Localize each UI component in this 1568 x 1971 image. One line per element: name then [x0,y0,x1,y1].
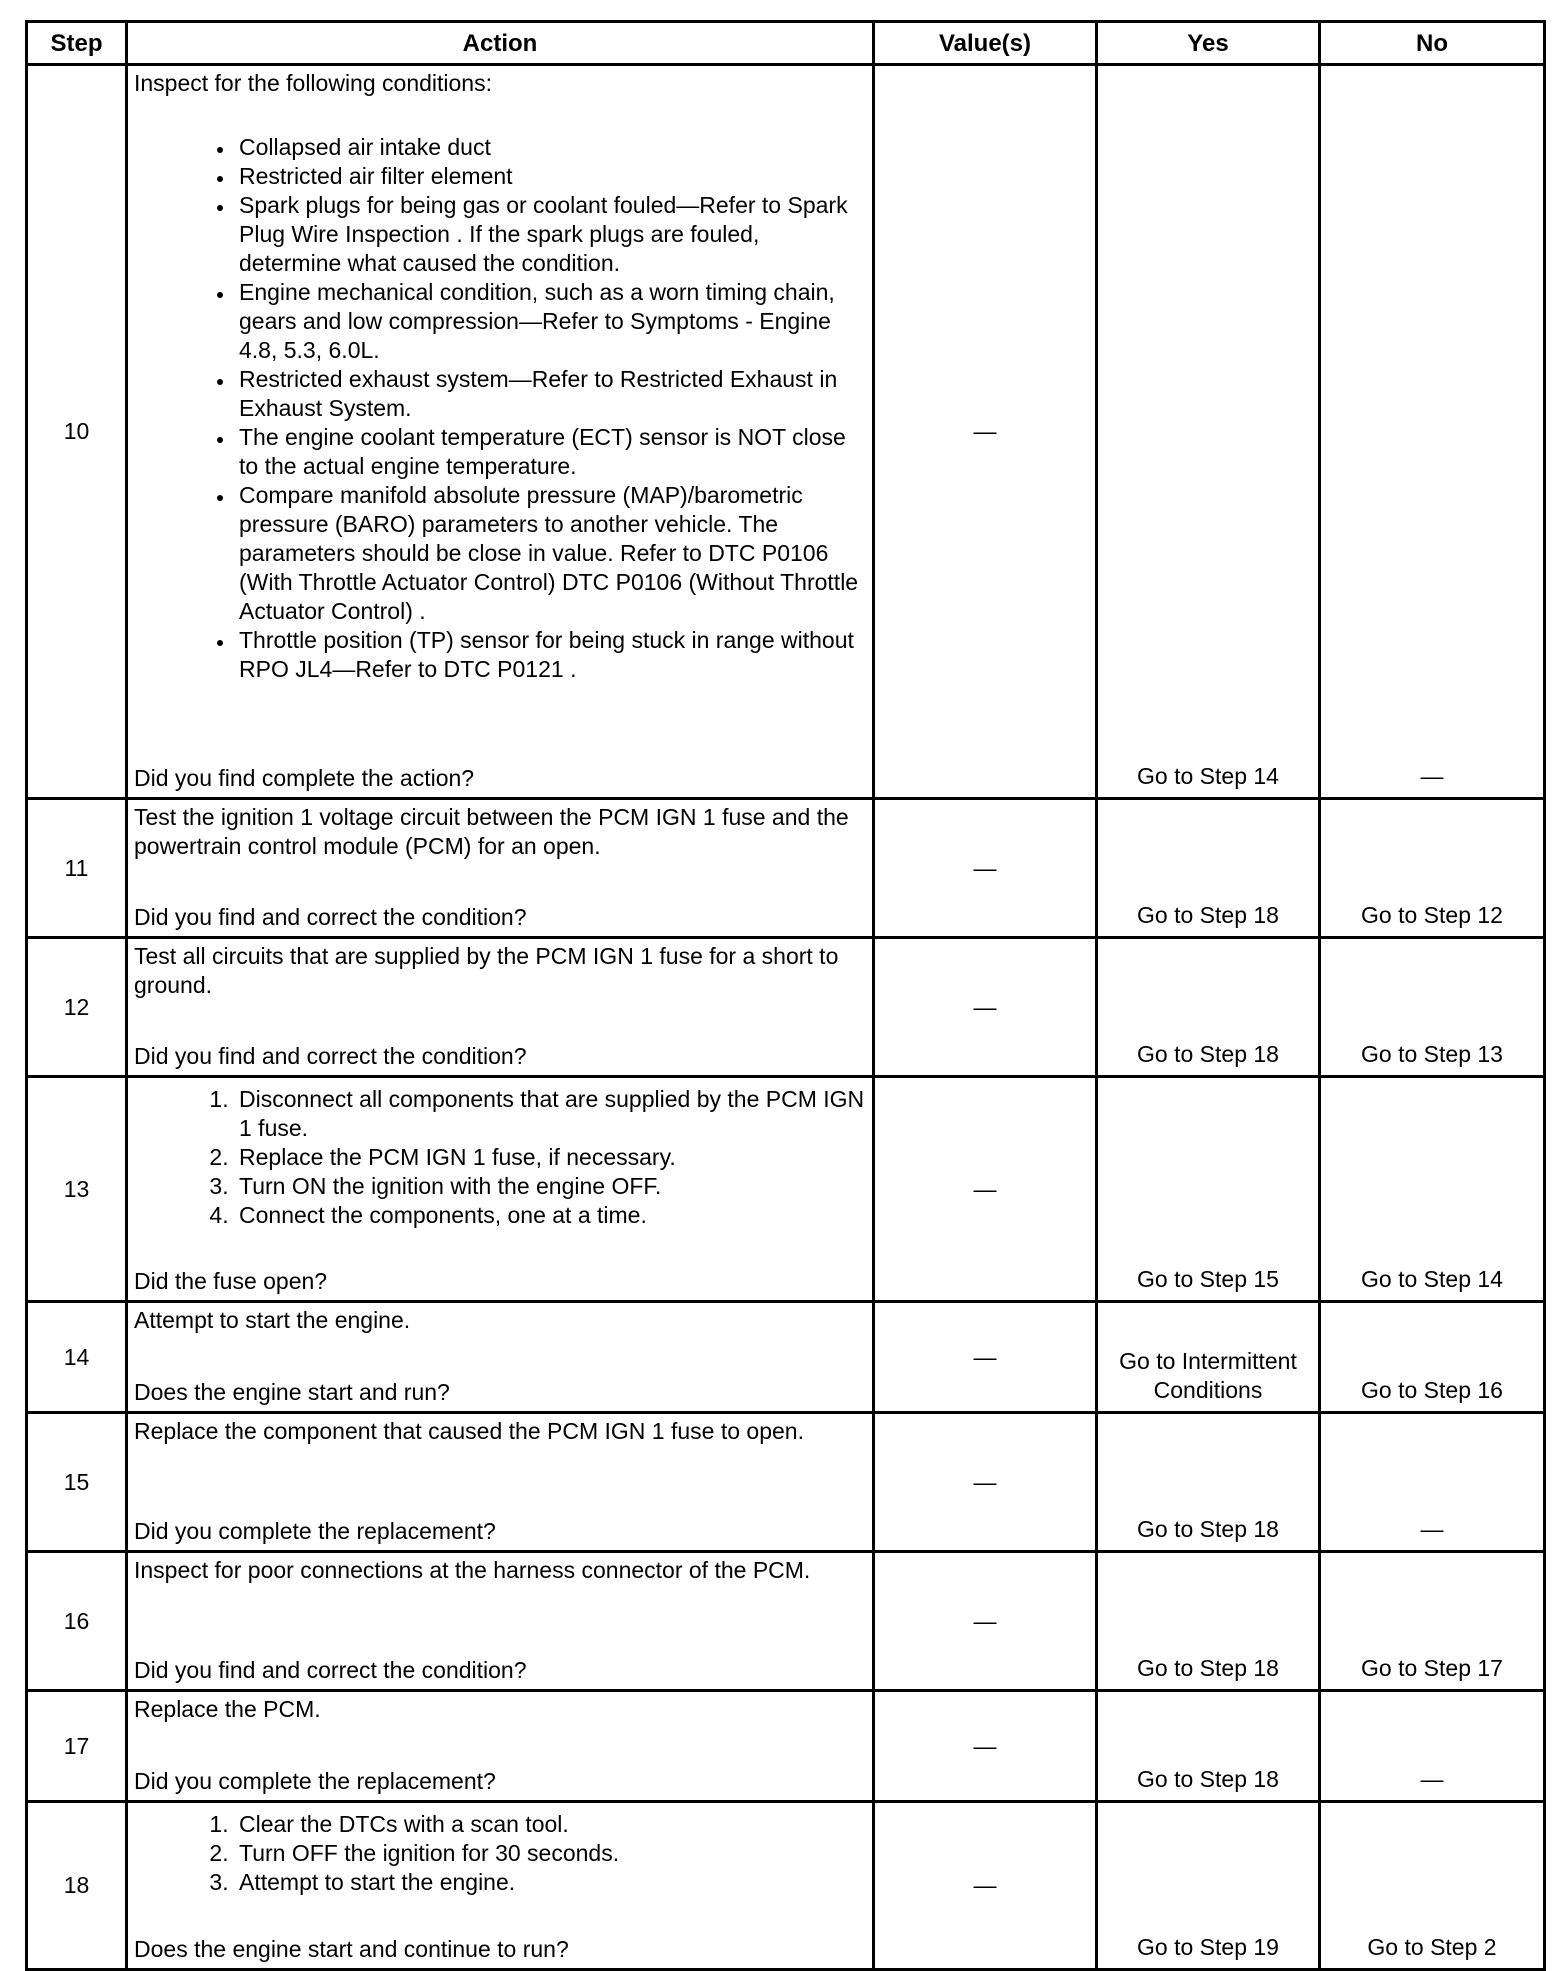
action-cell [127,1413,874,1552]
value-cell: — [874,1302,1097,1413]
value-cell: — [874,1552,1097,1691]
table-row-step-15 [27,1413,1545,1552]
action-cell [127,1691,874,1802]
value-cell: — [874,799,1097,938]
procedure-list [134,1085,866,1230]
list-item: • Restricted exhaust system—Refer to Restricted Exhaust in Exhaust System. [235,365,866,423]
step-number: 17 [27,1691,127,1802]
no-cell: Go to Step 13 [1320,938,1545,1077]
value-cell: — [874,1802,1097,1970]
action-question: Did you complete the replacement? [134,1518,496,1544]
yes-cell: Go to Intermittent Conditions [1097,1302,1320,1413]
header-no: No [1320,22,1545,65]
action-cell [127,799,874,938]
table-row-step-12 [27,938,1545,1077]
list-item: • Throttle position (TP) sensor for being stuck in range without RPO JL4—Refer to DTC P0121 . [235,626,866,684]
no-cell: Go to Step 16 [1320,1302,1545,1413]
action-intro: Attempt to start the engine. [134,1307,411,1333]
table-row-step-18 [27,1802,1545,1970]
action-intro: Inspect for poor connections at the harness connector of the PCM. [134,1557,811,1583]
list-item: 1. Disconnect all components that are supplied by the PCM IGN 1 fuse. [235,1085,866,1143]
action-question: Did the fuse open? [134,1268,328,1294]
action-cell [127,938,874,1077]
list-item: 2. Replace the PCM IGN 1 fuse, if necessary. [235,1143,866,1172]
list-item: • Compare manifold absolute pressure (MAP)/barometric pressure (BARO) parameters to another vehicle. The parameters should be close in value. Refer to DTC P0106 (With Throttle Actuator Control) DTC P0106 (Without Throttle Actuator Control) . [235,481,866,626]
list-item: 3. Attempt to start the engine. [235,1868,866,1897]
yes-cell: Go to Step 18 [1097,938,1320,1077]
table-row-step-13 [27,1077,1545,1302]
header-yes: Yes [1097,22,1320,65]
action-cell [127,1302,874,1413]
no-cell: Go to Step 17 [1320,1552,1545,1691]
yes-cell: Go to Step 18 [1097,1691,1320,1802]
action-intro: Test the ignition 1 voltage circuit between the PCM IGN 1 fuse and the powertrain control module (PCM) for an open. [134,804,849,859]
step-number: 16 [27,1552,127,1691]
header-values: Value(s) [874,22,1097,65]
yes-cell: Go to Step 15 [1097,1077,1320,1302]
action-question: Does the engine start and run? [134,1379,450,1405]
no-cell: — [1320,1413,1545,1552]
no-cell: Go to Step 14 [1320,1077,1545,1302]
list-item: • Engine mechanical condition, such as a worn timing chain, gears and low compression—Refer to Symptoms - Engine 4.8, 5.3, 6.0L. [235,278,866,365]
list-item: • Restricted air filter element [235,162,866,191]
value-cell: — [874,65,1097,799]
header-step: Step [27,22,127,65]
diagnostic-table [25,20,1546,1971]
value-cell: — [874,938,1097,1077]
action-cell [127,65,874,799]
action-question: Did you find and correct the condition? [134,1657,527,1683]
action-intro: Replace the component that caused the PCM IGN 1 fuse to open. [134,1418,804,1444]
list-item: • Collapsed air intake duct [235,133,866,162]
step-number: 13 [27,1077,127,1302]
step-number: 14 [27,1302,127,1413]
list-item: 2. Turn OFF the ignition for 30 seconds. [235,1839,866,1868]
step-number: 11 [27,799,127,938]
no-cell: — [1320,65,1545,799]
yes-cell: Go to Step 18 [1097,1552,1320,1691]
header-action: Action [127,22,874,65]
table-row-step-10 [27,65,1545,799]
list-item: 4. Connect the components, one at a time. [235,1201,866,1230]
yes-cell: Go to Step 14 [1097,65,1320,799]
step-number: 10 [27,65,127,799]
action-cell [127,1077,874,1302]
list-item: • The engine coolant temperature (ECT) sensor is NOT close to the actual engine temperature. [235,423,866,481]
table-row-step-11 [27,799,1545,938]
value-cell: — [874,1413,1097,1552]
action-intro: Replace the PCM. [134,1696,321,1722]
condition-list [134,133,866,684]
action-question: Did you find and correct the condition? [134,1043,527,1069]
action-question: Did you find and correct the condition? [134,904,527,930]
action-intro: Test all circuits that are supplied by the PCM IGN 1 fuse for a short to ground. [134,943,839,998]
table-row-step-14 [27,1302,1545,1413]
value-cell: — [874,1691,1097,1802]
yes-cell: Go to Step 19 [1097,1802,1320,1970]
step-number: 12 [27,938,127,1077]
no-cell: — [1320,1691,1545,1802]
yes-cell: Go to Step 18 [1097,1413,1320,1552]
action-question: Does the engine start and continue to run? [134,1936,569,1962]
procedure-list [134,1810,866,1897]
action-cell [127,1552,874,1691]
table-row-step-16 [27,1552,1545,1691]
header-row [27,22,1545,65]
no-cell: Go to Step 12 [1320,799,1545,938]
action-cell [127,1802,874,1970]
action-question: Did you complete the replacement? [134,1768,496,1794]
yes-cell: Go to Step 18 [1097,799,1320,938]
list-item: 1. Clear the DTCs with a scan tool. [235,1810,866,1839]
value-cell: — [874,1077,1097,1302]
step-number: 18 [27,1802,127,1970]
no-cell: Go to Step 2 [1320,1802,1545,1970]
step-number: 15 [27,1413,127,1552]
action-question: Did you find complete the action? [134,765,475,791]
list-item: • Spark plugs for being gas or coolant fouled—Refer to Spark Plug Wire Inspection . If the spark plugs are fouled, determine what caused the condition. [235,191,866,278]
list-item: 3. Turn ON the ignition with the engine OFF. [235,1172,866,1201]
table-row-step-17 [27,1691,1545,1802]
action-intro: Inspect for the following conditions: [134,70,492,96]
